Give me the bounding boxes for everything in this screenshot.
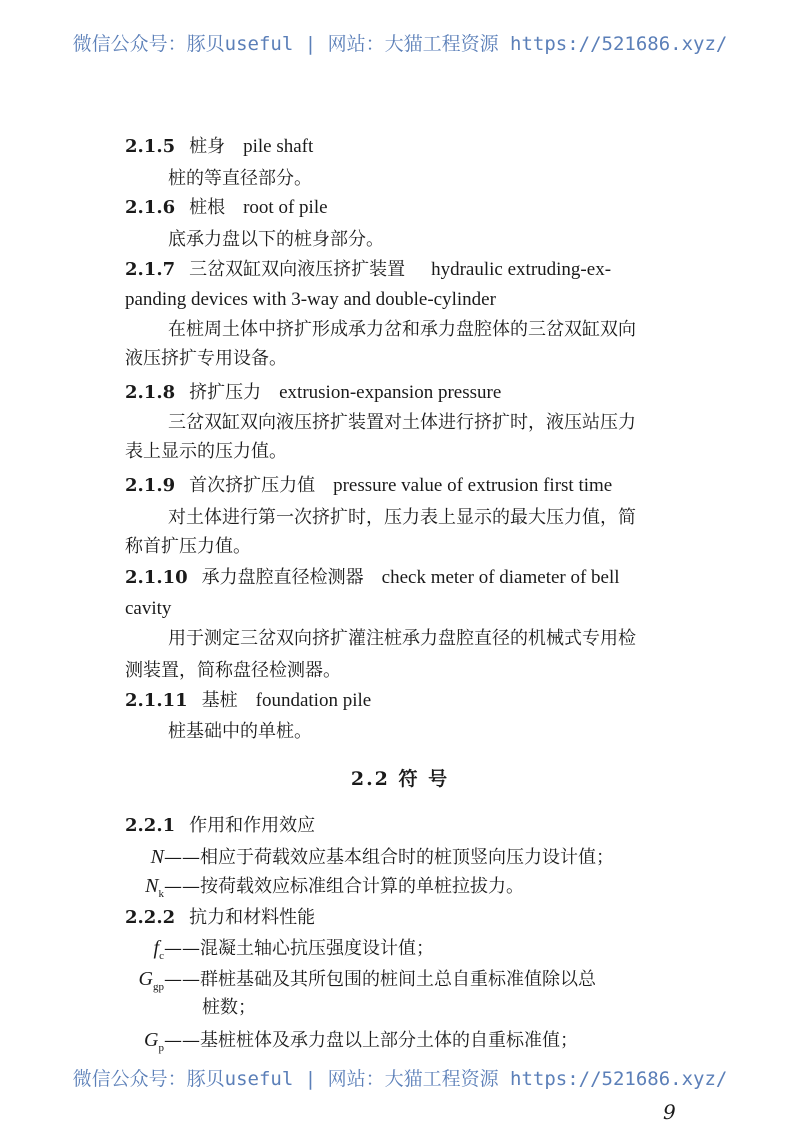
term-en: foundation pile — [255, 690, 372, 711]
symbol — [120, 967, 164, 999]
symbol — [120, 845, 164, 877]
term-zh: 承力盘腔直径检测器 — [201, 567, 364, 588]
term-zh: 桩身 — [189, 136, 226, 157]
symbol-letter: N — [145, 875, 159, 897]
subsection-number: 2.2.2 — [125, 907, 176, 928]
symbol-description: ——基桩桩体及承力盘以上部分土体的自重标准值； — [164, 1030, 578, 1051]
page-number: 9 — [663, 1100, 676, 1124]
term-definition: 底承力盘以下的桩身部分。 — [168, 229, 384, 250]
term-zh: 三岔双缸双向液压挤扩装置 — [189, 259, 406, 280]
subsection-heading — [125, 814, 315, 838]
symbol-letter: N — [150, 846, 164, 868]
term-number: 2.1.9 — [125, 475, 176, 496]
term-zh: 桩根 — [189, 197, 226, 218]
term-2-1-7 — [125, 258, 611, 282]
symbol-description-cont: 桩数； — [202, 997, 256, 1018]
term-number: 2.1.10 — [125, 567, 188, 588]
watermark-bottom: 微信公众号：豚贝useful | 网站：大猫工程资源 https://521686.xyz/ — [72, 1068, 728, 1090]
symbol-subscript: k — [158, 888, 164, 900]
symbol-description: ——群桩基础及其所包围的桩间土总自重标准值除以总 — [164, 969, 596, 990]
term-definition: 桩基础中的单桩。 — [168, 721, 312, 742]
term-2-1-5 — [125, 135, 313, 159]
section-heading: 2.2 符 号 — [350, 768, 450, 790]
subsection-number: 2.2.1 — [125, 815, 176, 836]
term-en: extrusion-expansion pressure — [279, 382, 502, 403]
symbol-subscript: gp — [153, 981, 164, 993]
symbol-entry — [120, 936, 434, 968]
watermark-top: 微信公众号：豚贝useful | 网站：大猫工程资源 https://521686.xyz/ — [72, 33, 728, 55]
subsection-heading — [125, 906, 315, 930]
term-number: 2.1.8 — [125, 382, 176, 403]
symbol-subscript: c — [159, 950, 164, 962]
term-definition: 测装置，简称盘径检测器。 — [125, 660, 341, 681]
symbol — [120, 936, 164, 968]
term-definition: 在桩周土体中挤扩形成承力岔和承力盘腔体的三岔双缸双向 — [168, 319, 636, 340]
term-number: 2.1.6 — [125, 197, 176, 218]
term-2-1-6 — [125, 196, 328, 220]
term-en-cont: panding devices with 3-way and double-cylinder — [125, 289, 496, 310]
symbol-letter: G — [144, 1029, 159, 1051]
term-number: 2.1.5 — [125, 136, 176, 157]
term-en: root of pile — [243, 197, 328, 218]
term-definition: 对土体进行第一次挤扩时，压力表上显示的最大压力值，简 — [168, 507, 636, 528]
term-zh: 挤扩压力 — [189, 382, 262, 403]
term-definition: 液压挤扩专用设备。 — [125, 348, 287, 369]
symbol — [120, 874, 164, 906]
term-zh: 首次挤扩压力值 — [189, 475, 316, 496]
subsection-title: 抗力和材料性能 — [189, 907, 316, 928]
term-number: 2.1.11 — [125, 690, 188, 711]
term-2-1-10 — [125, 566, 620, 590]
term-definition: 表上显示的压力值。 — [125, 441, 287, 462]
symbol-letter: f — [153, 937, 160, 959]
term-en-cont: cavity — [125, 598, 172, 619]
term-definition: 三岔双缸双向液压挤扩装置对土体进行挤扩时，液压站压力 — [168, 412, 636, 433]
symbol-entry — [120, 874, 524, 906]
subsection-title: 作用和作用效应 — [189, 815, 316, 836]
symbol-description: ——混凝土轴心抗压强度设计值； — [164, 938, 434, 959]
term-definition: 称首扩压力值。 — [125, 536, 251, 557]
symbol-subscript: p — [158, 1042, 164, 1054]
term-en: hydraulic extruding-ex- — [431, 259, 612, 280]
symbol-description: ——相应于荷载效应基本组合时的桩顶竖向压力设计值； — [164, 847, 614, 868]
symbol — [120, 1028, 164, 1060]
symbol-entry — [120, 845, 614, 877]
term-2-1-9 — [125, 474, 612, 498]
term-2-1-8 — [125, 381, 501, 405]
term-en: pile shaft — [243, 136, 314, 157]
term-definition: 用于测定三岔双向挤扩灌注桩承力盘腔直径的机械式专用检 — [168, 628, 636, 649]
term-en: check meter of diameter of bell — [381, 567, 620, 588]
symbol-letter: G — [138, 968, 153, 990]
symbol-entry — [120, 1028, 578, 1060]
term-zh: 基桩 — [201, 690, 238, 711]
symbol-entry — [120, 967, 596, 999]
symbol-description: ——按荷载效应标准组合计算的单桩拉拔力。 — [164, 876, 524, 897]
term-definition: 桩的等直径部分。 — [168, 168, 312, 189]
term-en: pressure value of extrusion first time — [333, 475, 613, 496]
term-number: 2.1.7 — [125, 259, 176, 280]
term-2-1-11 — [125, 689, 371, 713]
